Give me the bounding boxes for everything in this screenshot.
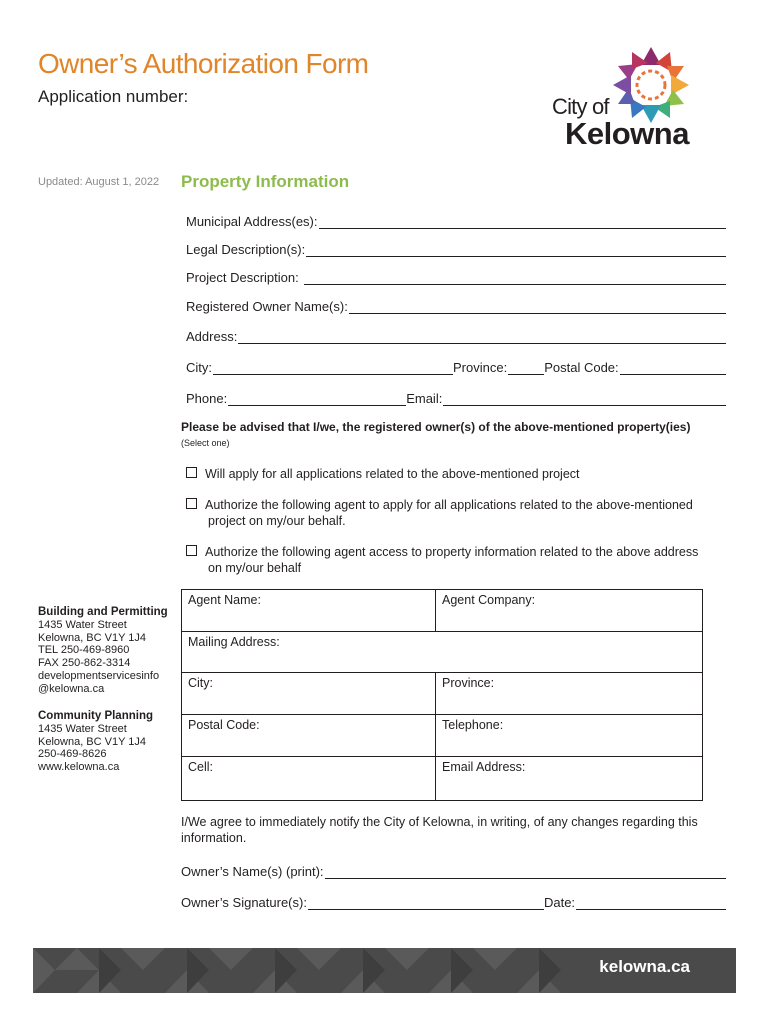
agent-province-label: Province:	[442, 676, 495, 690]
legal-description-label: Legal Description(s):	[186, 242, 306, 257]
building-permitting-heading: Building and Permitting	[38, 606, 168, 618]
phone-label: Phone:	[186, 391, 228, 406]
email-label: Email:	[406, 391, 443, 406]
contact-line: 250-469-8626	[38, 748, 107, 761]
owner-name-print-field[interactable]	[181, 861, 726, 879]
contact-line: FAX 250-862-3314	[38, 657, 131, 670]
footer-banner	[33, 948, 736, 993]
agent-cell-label: Cell:	[188, 760, 214, 774]
contact-line: Kelowna, BC V1Y 1J4	[38, 735, 147, 748]
contact-line: 1435 Water Street	[38, 722, 127, 735]
city-label: City:	[186, 360, 212, 375]
contact-line: TEL 250-469-8960	[38, 644, 130, 657]
select-one-note: (Select one)	[181, 438, 230, 448]
phone-email-row[interactable]	[186, 388, 726, 406]
form-title: Owner’s Authorization Form	[38, 48, 369, 79]
agent-name-cell[interactable]	[182, 590, 436, 632]
owner-names-field[interactable]	[186, 296, 726, 314]
option-will-apply[interactable]	[186, 466, 726, 482]
logo-kelowna: Kelowna	[565, 116, 689, 151]
checkbox[interactable]	[186, 498, 197, 509]
agreement-text: I/We agree to immediately notify the City of Kelowna, in writing, of any changes regarding this information.	[181, 815, 698, 845]
option-label-cont: project on my/our behalf.	[208, 514, 346, 528]
building-permitting-contact	[38, 606, 168, 696]
community-planning-heading: Community Planning	[38, 710, 153, 722]
agent-telephone-label: Telephone:	[442, 718, 504, 732]
option-label: Will apply for all applications related to the above-mentioned project	[205, 467, 580, 481]
province-label: Province:	[453, 360, 508, 375]
option-label: Authorize the following agent to apply for all applications related to the above-mentioned	[205, 498, 693, 512]
option-label-cont: on my/our behalf	[208, 561, 302, 575]
date-label: Date:	[543, 895, 576, 910]
agent-company-cell[interactable]	[436, 590, 703, 632]
city-province-postal-row[interactable]	[186, 357, 726, 375]
option-label: Authorize the following agent access to property information related to the above address	[205, 545, 699, 559]
address-field[interactable]	[186, 326, 726, 344]
project-description-field[interactable]	[186, 267, 726, 285]
agent-company-label: Agent Company:	[442, 593, 536, 607]
mailing-address-label: Mailing Address:	[188, 635, 280, 649]
owner-names-label: Registered Owner Name(s):	[186, 299, 348, 314]
checkbox[interactable]	[186, 545, 197, 556]
mailing-address-cell[interactable]	[182, 632, 703, 673]
owner-name-print-label: Owner’s Name(s) (print):	[181, 864, 324, 879]
municipal-address-field[interactable]	[186, 211, 726, 229]
contact-line: developmentservicesinfo	[38, 669, 160, 682]
updated-date: Updated: August 1, 2022	[38, 176, 160, 188]
signature-date-row[interactable]	[181, 892, 726, 910]
checkbox[interactable]	[186, 467, 197, 478]
contact-line: @kelowna.ca	[38, 682, 105, 695]
address-label: Address:	[186, 329, 238, 344]
logo-city-of: City of	[552, 94, 609, 119]
agent-postal-code-cell[interactable]	[182, 715, 436, 757]
postal-code-label: Postal Code:	[544, 360, 619, 375]
project-description-label: Project Description:	[186, 270, 299, 285]
agent-name-label: Agent Name:	[188, 593, 261, 607]
contact-line: Kelowna, BC V1Y 1J4	[38, 631, 147, 644]
option-authorize-agent-access[interactable]	[186, 544, 726, 576]
contact-line: 1435 Water Street	[38, 618, 127, 631]
agent-info-table	[181, 589, 703, 801]
agent-city-label: City:	[188, 676, 213, 690]
legal-description-field[interactable]	[186, 239, 726, 257]
section-heading-property: Property Information	[181, 172, 350, 191]
agent-province-cell[interactable]	[436, 673, 703, 715]
option-authorize-agent-apply[interactable]	[186, 497, 726, 529]
agent-postal-code-label: Postal Code:	[188, 718, 260, 732]
advisory-statement: Please be advised that I/we, the registered owner(s) of the above-mentioned property(ies)	[181, 420, 691, 434]
community-planning-contact	[38, 710, 153, 774]
contact-line: www.kelowna.ca	[38, 761, 120, 774]
owner-signature-label: Owner’s Signature(s):	[181, 895, 307, 910]
agent-email-cell[interactable]	[436, 757, 703, 801]
agent-email-label: Email Address:	[442, 760, 526, 774]
application-number-label: Application number:	[38, 87, 189, 106]
municipal-address-label: Municipal Address(es):	[186, 214, 318, 229]
agent-telephone-cell[interactable]	[436, 715, 703, 757]
agent-city-cell[interactable]	[182, 673, 436, 715]
agent-cell-cell[interactable]	[182, 757, 436, 801]
city-logo-icon	[610, 44, 692, 126]
footer-website[interactable]: kelowna.ca	[599, 957, 690, 976]
